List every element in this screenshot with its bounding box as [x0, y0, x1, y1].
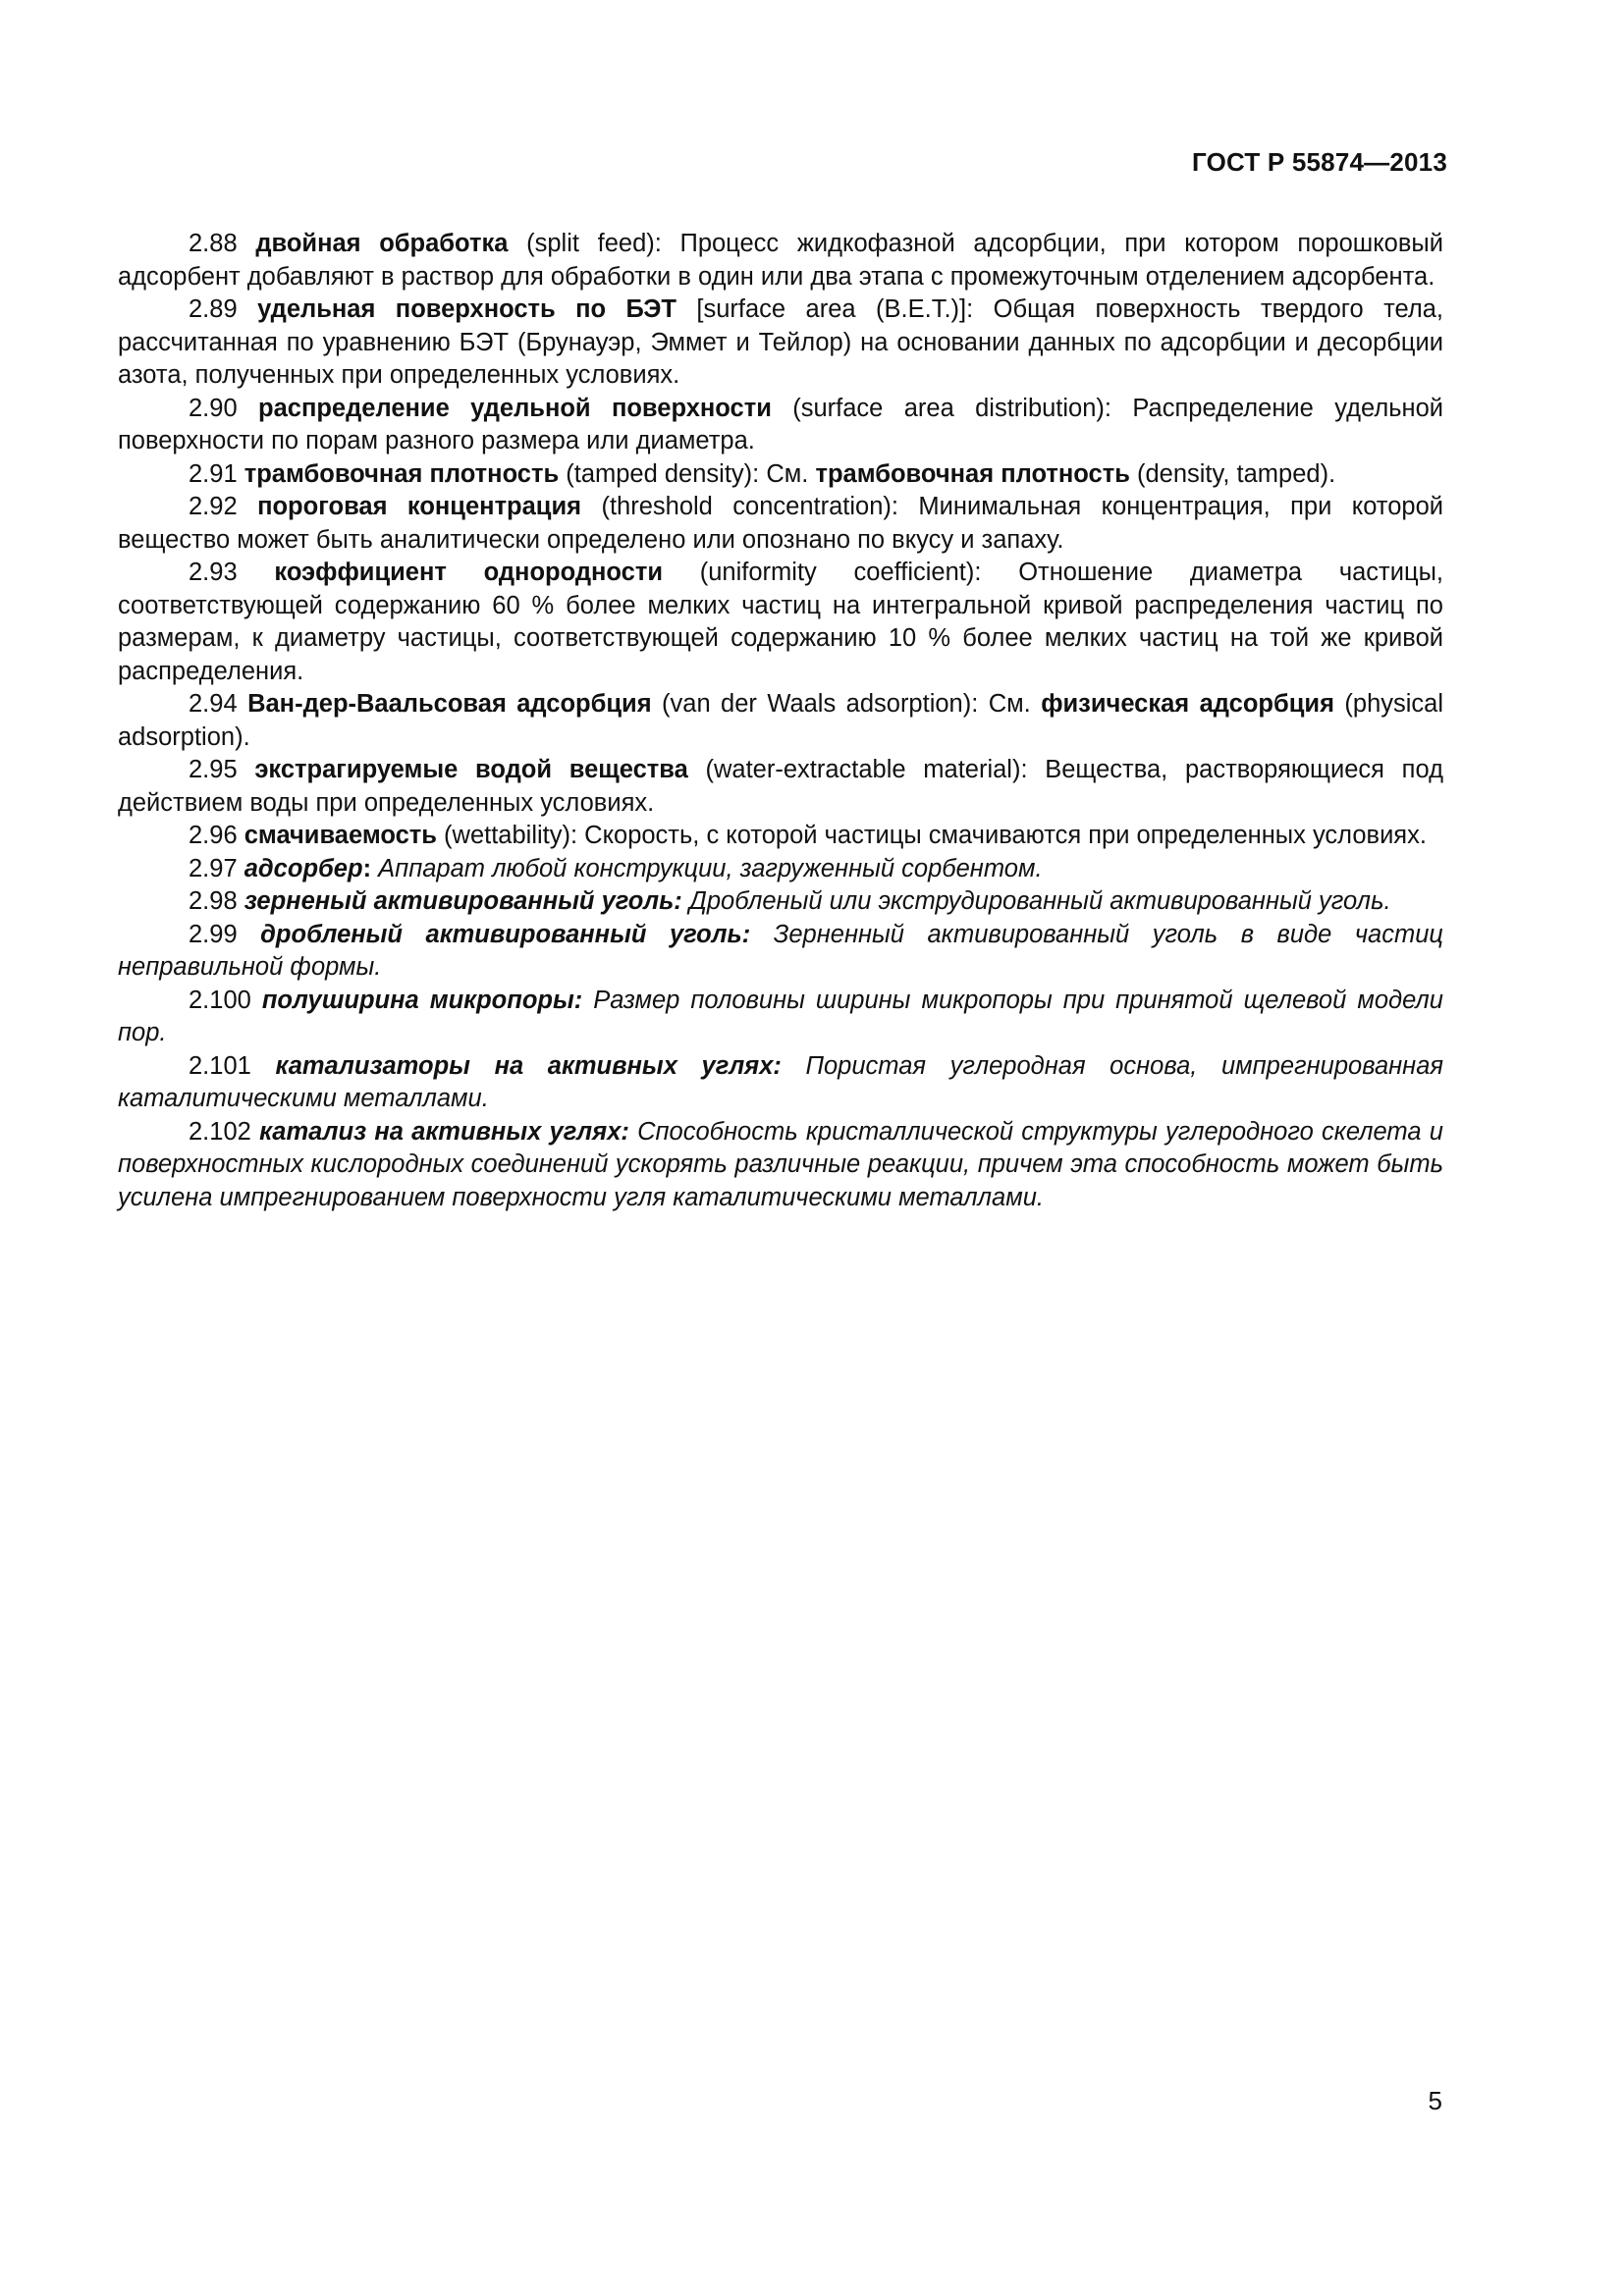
definition-entry — [118, 754, 1443, 820]
entry-definition: (wettability): Скорость, с которой частицы смачиваются при определенных условиях. — [436, 822, 1427, 849]
entry-definition: Пористая углеродная основа, импрегнированная каталитическими металлами. — [118, 1051, 1443, 1112]
entry-definition: (van der Waals adsorption): См. — [651, 690, 1042, 718]
entry-number: 2.93 — [189, 559, 238, 586]
entry-number: 2.96 — [189, 822, 238, 849]
definition-entry — [118, 885, 1443, 919]
definition-entry — [118, 1116, 1443, 1215]
entry-term-separator: : — [362, 854, 372, 882]
entry-number: 2.95 — [189, 756, 238, 783]
entry-definition: (surface area distribution): Распределение удельной поверхности по порам разного размера или диаметра. — [118, 394, 1443, 454]
entry-number: 2.89 — [189, 295, 238, 323]
entry-definition: Аппарат любой конструкции, загруженный сорбентом. — [371, 854, 1043, 882]
entry-number: 2.88 — [189, 230, 238, 257]
entry-definition: Способность кристаллической структуры углеродного скелета и поверхностных кислородных соединений ускорять различные реакции, причем эта способность может быть усилена импрегнированием поверхности угля каталитическими металлами. — [118, 1117, 1443, 1211]
definition-entry — [118, 853, 1443, 886]
entry-term: Ван-дер-Ваальсовая адсорбция — [247, 690, 652, 718]
entry-term: пороговая концентрация — [257, 493, 582, 520]
entry-term: распределение удельной поверхности — [258, 394, 772, 422]
entry-term: катализаторы на активных углях: — [275, 1051, 782, 1080]
entry-definition: Дробленый или экструдированный активированный уголь. — [681, 887, 1391, 915]
entry-definition-tail: (density, tamped). — [1129, 459, 1336, 488]
entry-term: зерненый активированный уголь: — [244, 887, 682, 915]
document-code-header: ГОСТ Р 55874—2013 — [1192, 147, 1447, 177]
definition-entry — [118, 458, 1443, 492]
definition-entry — [118, 688, 1443, 754]
entry-definition: (split feed): Процесс жидкофазной адсорбции, при котором порошковый адсорбент добавляют в раствор для обработки в один или два этапа с промежуточным отделением адсорбента. — [118, 230, 1443, 291]
entry-term: катализ на активных углях: — [259, 1117, 629, 1146]
entry-number: 2.102 — [189, 1117, 251, 1146]
entry-number: 2.99 — [189, 920, 238, 948]
entry-term: полуширина микропоры: — [261, 986, 583, 1014]
definition-entry — [118, 557, 1443, 688]
entry-definition: (uniformity coefficient): Отношение диаметра частицы, соответствующей содержанию 60 % более мелких частиц на интегральной кривой распределения частиц по размерам, к диаметру частицы, соответствующей содержанию 10 % более мелких частиц на той же кривой распределения. — [118, 559, 1443, 685]
entry-number: 2.101 — [189, 1051, 251, 1080]
entry-definition: Размер половины ширины микропоры при принятой щелевой модели пор. — [118, 986, 1443, 1046]
entry-definition: Зерненный активированный уголь в виде частиц неправильной формы. — [118, 920, 1443, 981]
definition-entry — [118, 919, 1443, 985]
entry-term: адсорбер — [244, 854, 363, 882]
entry-definition: (water-extractable material): Вещества, растворяющиеся под действием воды при определенных условиях. — [118, 756, 1443, 817]
entry-number: 2.98 — [189, 887, 238, 915]
definition-entry — [118, 393, 1443, 458]
entry-cross-reference: физическая адсорбция — [1041, 690, 1334, 718]
entry-number: 2.90 — [189, 394, 238, 422]
definition-entry — [118, 820, 1443, 853]
entry-term: двойная обработка — [255, 230, 509, 257]
entry-term: удельная поверхность по БЭТ — [257, 295, 677, 323]
entry-definition-tail: (physical adsorption). — [118, 690, 1444, 751]
entry-number: 2.97 — [189, 854, 238, 882]
entry-term: трамбовочная плотность — [244, 459, 560, 488]
entry-number: 2.100 — [189, 986, 251, 1014]
definition-entry — [118, 228, 1443, 294]
entry-definition: (threshold concentration): Минимальная концентрация, при которой вещество может быть аналитически определено или опознано по вкусу и запаху. — [118, 493, 1443, 554]
entry-number: 2.91 — [189, 459, 238, 488]
entry-definition: (tamped density): См. — [559, 459, 816, 488]
entry-term: смачиваемость — [244, 822, 437, 849]
definition-entry — [118, 1050, 1443, 1116]
entry-term: экстрагируемые водой вещества — [254, 756, 688, 783]
page-number: 5 — [1428, 2086, 1442, 2115]
definition-entry — [118, 491, 1443, 557]
entry-number: 2.94 — [189, 690, 238, 718]
entry-term: дробленый активированный уголь: — [260, 920, 751, 948]
entry-number: 2.92 — [189, 493, 238, 520]
entry-term: коэффициент однородности — [274, 559, 664, 586]
definition-entry — [118, 294, 1443, 393]
entry-cross-reference: трамбовочная плотность — [815, 459, 1130, 488]
definition-entry — [118, 985, 1443, 1050]
entry-definition: [surface area (B.E.T.)]: Общая поверхность твердого тела, рассчитанная по уравнению БЭТ (Брунауэр, Эммет и Тейлор) на основании данных по адсорбции и десорбции азота, полученных при определенных условиях. — [118, 295, 1443, 389]
definitions-list — [118, 228, 1443, 1214]
